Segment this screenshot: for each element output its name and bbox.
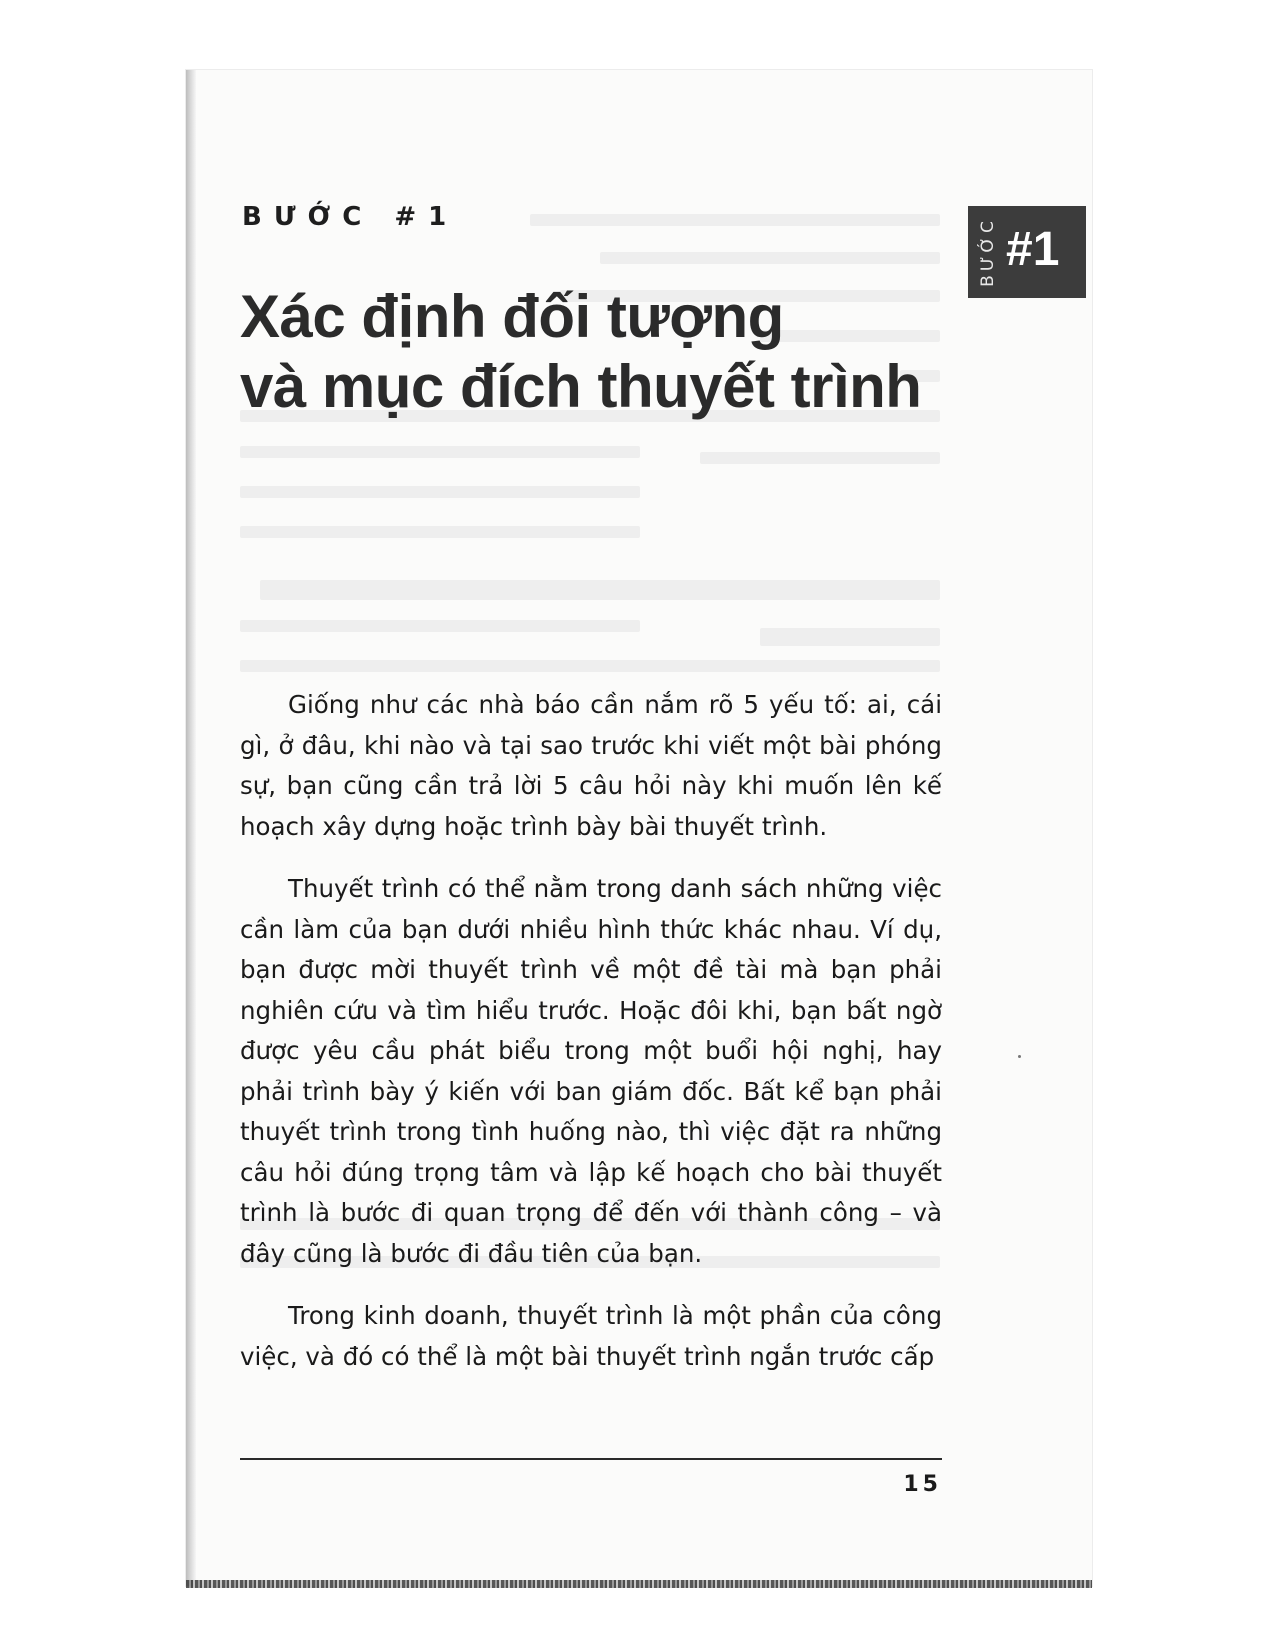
page-spine-shadow bbox=[186, 70, 196, 1586]
chapter-title bbox=[240, 282, 940, 422]
paragraph: Giống như các nhà báo cần nắm rõ 5 yếu tố: ai, cái gì, ở đâu, khi nào và tại sao trước khi viết một bài phóng sự, bạn cũng cần trả lời 5 câu hỏi này khi muốn lên kế hoạch xây dựng hoặc trình bày bài thuyết trình. bbox=[240, 690, 942, 841]
page-number: 15 bbox=[903, 1472, 942, 1497]
side-tab-word: BƯỚC bbox=[978, 217, 998, 287]
body-text bbox=[240, 685, 942, 1399]
side-tab-number: #1 bbox=[1006, 223, 1060, 276]
chapter-title-line-1: Xác định đối tượng bbox=[240, 283, 784, 350]
page-bottom-edge bbox=[186, 1580, 1092, 1588]
stray-dot bbox=[1018, 1055, 1021, 1058]
chapter-title-line-2: và mục đích thuyết trình bbox=[240, 353, 922, 420]
footer-rule bbox=[240, 1458, 942, 1460]
paragraph: Trong kinh doanh, thuyết trình là một phần của công việc, và đó có thể là một bài thuyết trình ngắn trước cấp bbox=[240, 1301, 942, 1371]
step-label: BƯỚC #1 bbox=[242, 202, 459, 232]
paragraph: Thuyết trình có thể nằm trong danh sách những việc cần làm của bạn dưới nhiều hình thức khác nhau. Ví dụ, bạn được mời thuyết trình về một đề tài mà bạn phải nghiên cứu và tìm hiểu trước. Hoặc đôi khi, bạn bất ngờ được yêu cầu phát biểu trong một buổi hội nghị, hay phải trình bày ý kiến với ban giám đốc. Bất kể bạn phải thuyết trình trong tình huống nào, thì việc đặt ra những câu hỏi đúng trọng tâm và lập kế hoạch cho bài thuyết trình là bước đi quan trọng để đến với thành công – và đây cũng là bước đi đầu tiên của bạn. bbox=[240, 874, 942, 1268]
chapter-side-tab bbox=[968, 206, 1086, 298]
